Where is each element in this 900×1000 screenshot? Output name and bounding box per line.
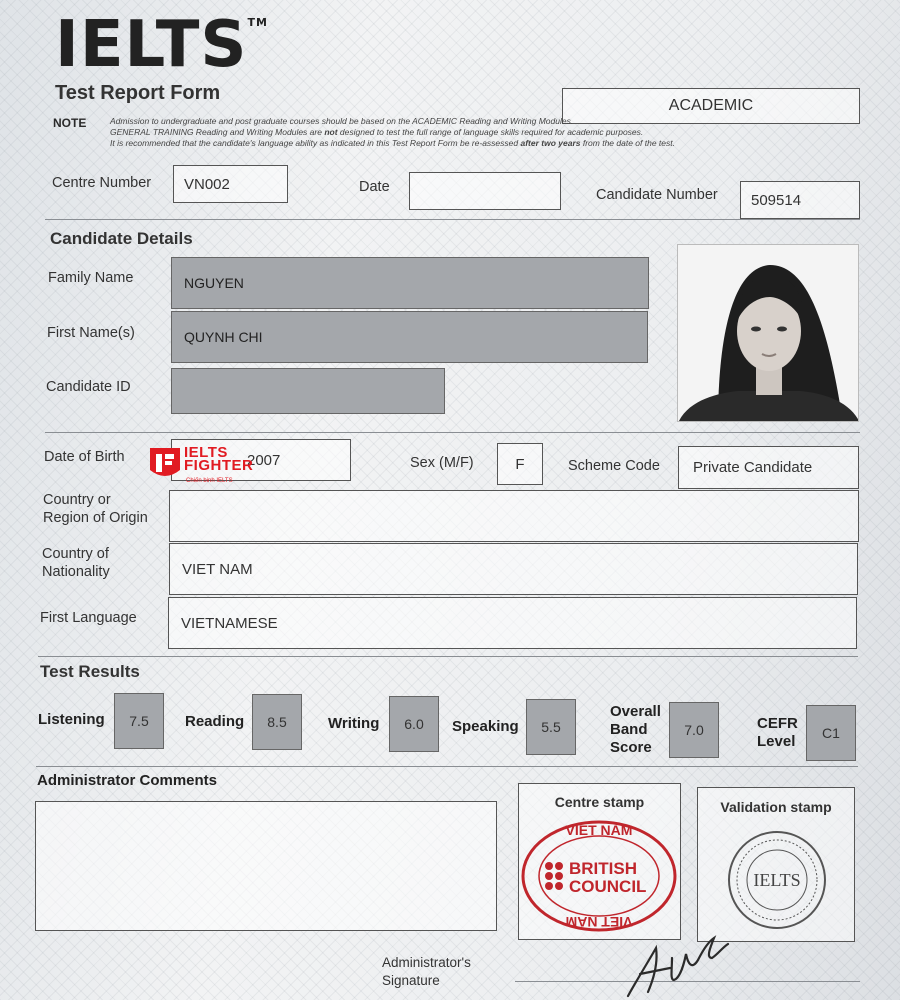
overall-band-score: 7.0: [669, 702, 719, 758]
divider: [36, 766, 858, 767]
centre-number-label: Centre Number: [52, 175, 152, 191]
centre-number-field: VN002: [173, 165, 288, 203]
listening-label: Listening: [38, 711, 105, 728]
note-label: NOTE: [53, 116, 87, 130]
validation-stamp-center-text: IELTS: [753, 870, 801, 890]
centre-stamp-top-text: VIET NAM: [565, 822, 633, 838]
watermark-logo: [148, 444, 254, 487]
ielts-logo: IELTS™: [55, 8, 268, 82]
watermark-sub: Chiến binh IELTS: [186, 478, 233, 484]
date-label: Date: [359, 179, 390, 195]
centre-stamp-line2: COUNCIL: [569, 877, 647, 896]
cefr-level: C1: [806, 705, 856, 761]
centre-stamp-label: Centre stamp: [554, 794, 645, 810]
first-language-label: First Language: [40, 610, 137, 626]
handwritten-signature: [610, 918, 740, 1000]
admin-comments-field: [35, 801, 497, 931]
admin-signature-label: Administrator's Signature: [382, 955, 471, 988]
test-results-heading: Test Results: [40, 662, 140, 681]
cefr-label: CEFR Level: [757, 715, 798, 750]
divider: [45, 219, 860, 220]
dob-label: Date of Birth: [44, 449, 125, 465]
date-field: [409, 172, 561, 210]
centre-stamp-bottom-text: VIET NAM: [565, 914, 633, 930]
divider: [38, 656, 858, 657]
nationality-label: Country of Nationality: [42, 546, 110, 580]
note-line-3: It is recommended that the candidate's language ability as indicated in this Test Report Form be re-assessed after two years from the date of the test.: [110, 138, 675, 148]
module-box: ACADEMIC: [562, 88, 860, 124]
form-title: Test Report Form: [55, 82, 221, 104]
note-text: [110, 116, 790, 149]
scheme-code-label: Scheme Code: [568, 458, 660, 474]
first-language-field: VIETNAMESE: [168, 597, 857, 649]
writing-score: 6.0: [389, 696, 439, 752]
country-origin-label: Country or Region of Origin: [43, 492, 148, 526]
validation-stamp-label: Validation stamp: [720, 799, 832, 815]
reading-label: Reading: [185, 713, 245, 730]
first-name-label: First Name(s): [47, 325, 135, 341]
candidate-photo: [677, 244, 859, 422]
divider: [45, 432, 860, 433]
candidate-number-label: Candidate Number: [596, 187, 718, 203]
trademark: TM: [247, 16, 268, 29]
listening-score: 7.5: [114, 693, 164, 749]
note-line-2: GENERAL TRAINING Reading and Writing Modules are not designed to test the full range of language skills required for academic purposes.: [110, 127, 644, 137]
admin-comments-label: Administrator Comments: [37, 772, 218, 789]
watermark-brand: IELTS FIGHTER: [184, 444, 254, 474]
watermark-shield-icon: [148, 446, 182, 482]
speaking-score: 5.5: [526, 699, 576, 755]
note-line-1: Admission to undergraduate and post graduate courses should be based on the ACADEMIC Reading and Writing Modules.: [110, 116, 574, 126]
sex-field: F: [497, 443, 543, 485]
family-name-field: NGUYEN: [171, 257, 649, 309]
candidate-number-field: 509514: [740, 181, 860, 219]
speaking-label: Speaking: [452, 718, 519, 735]
sex-label: Sex (M/F): [410, 455, 474, 471]
scheme-code-field: Private Candidate: [678, 446, 859, 489]
first-name-field: QUYNH CHI: [171, 311, 648, 363]
candidate-id-field: [171, 368, 445, 414]
country-origin-field: [169, 490, 859, 542]
nationality-field: VIET NAM: [169, 543, 858, 595]
reading-score: 8.5: [252, 694, 302, 750]
family-name-label: Family Name: [48, 270, 134, 286]
dob-field: 2007: [171, 439, 351, 481]
overall-band-label: Overall Band Score: [610, 703, 661, 756]
writing-label: Writing: [328, 715, 380, 732]
centre-stamp-line1: BRITISH: [569, 859, 637, 878]
candidate-details-heading: Candidate Details: [50, 229, 193, 248]
candidate-id-label: Candidate ID: [46, 379, 131, 395]
centre-stamp-box: [518, 783, 681, 940]
